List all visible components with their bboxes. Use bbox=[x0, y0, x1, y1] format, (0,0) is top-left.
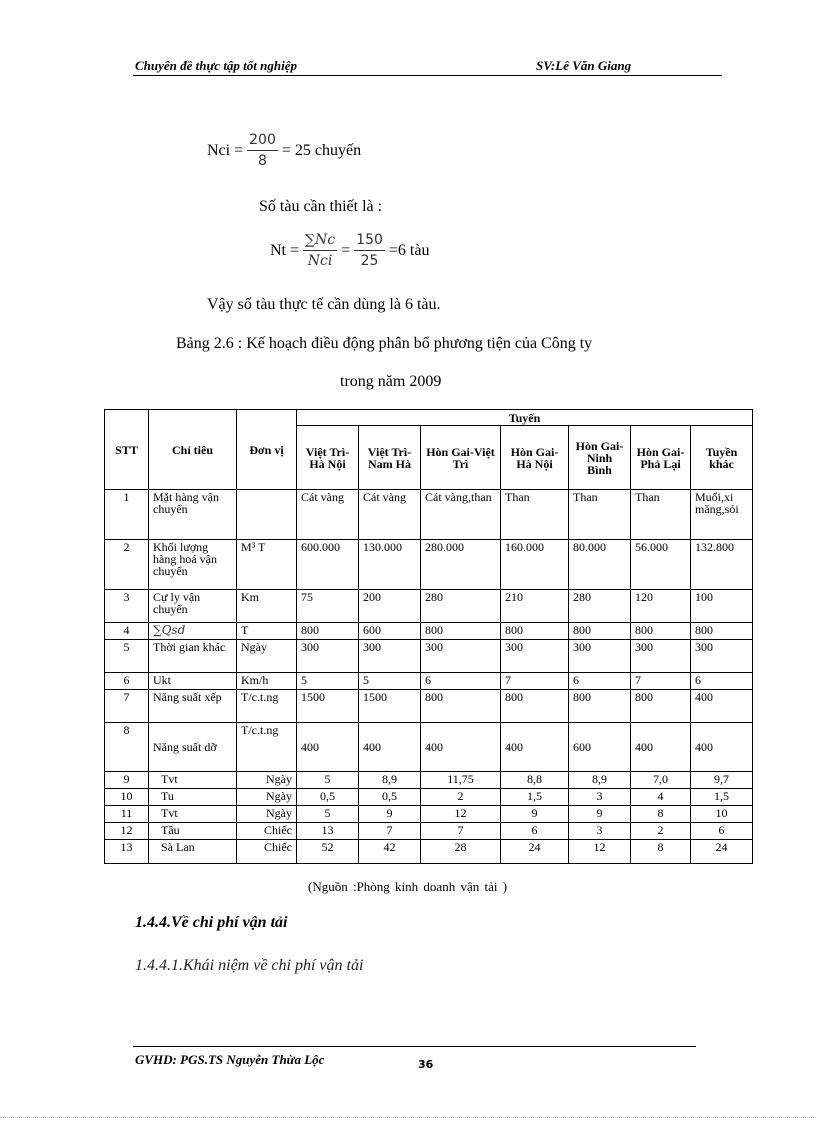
route-header: Hòn Gai-Phả Lại bbox=[631, 426, 691, 490]
cell-don-vi bbox=[237, 490, 297, 540]
cell-don-vi: Km bbox=[237, 590, 297, 623]
table-row bbox=[105, 490, 753, 540]
cell-value: 400 bbox=[421, 723, 501, 772]
cell-value: 8,9 bbox=[359, 772, 421, 789]
cell-value: 200 bbox=[359, 590, 421, 623]
cell-stt: 4 bbox=[105, 623, 149, 640]
cell-value: 10 bbox=[691, 806, 753, 823]
cell-value: 400 bbox=[297, 723, 359, 772]
cell-value: 300 bbox=[569, 640, 631, 673]
table-row bbox=[105, 590, 753, 623]
so-tau-label: Số tàu cần thiết là : bbox=[259, 198, 383, 215]
cell-chi-tieu: Năng suất dỡ bbox=[149, 723, 237, 772]
cell-value: 0,5 bbox=[297, 789, 359, 806]
cell-value: 2 bbox=[421, 789, 501, 806]
cell-value: 3 bbox=[569, 789, 631, 806]
route-header: Tuyền khác bbox=[691, 426, 753, 490]
cell-value: 130.000 bbox=[359, 540, 421, 590]
cell-value: 280 bbox=[569, 590, 631, 623]
subsection-title: 1.4.4.1.Khái niệm về chi phí vận tải bbox=[135, 957, 364, 974]
cell-value: 400 bbox=[359, 723, 421, 772]
cell-value: 24 bbox=[501, 840, 569, 864]
table-row bbox=[105, 640, 753, 673]
cell-don-vi: T bbox=[237, 623, 297, 640]
table-row bbox=[105, 623, 753, 640]
page-bottom-dotted-line bbox=[0, 1117, 816, 1118]
cell-value: 600 bbox=[569, 723, 631, 772]
cell-value: 300 bbox=[691, 640, 753, 673]
cell-chi-tieu: Sà Lan bbox=[149, 840, 237, 864]
cell-value: 0,5 bbox=[359, 789, 421, 806]
cell-value: 1,5 bbox=[501, 789, 569, 806]
cell-value: 3 bbox=[569, 823, 631, 840]
eq2-fraction-1 bbox=[303, 232, 337, 269]
conclusion-text: Vậy số tàu thực tế cần dùng là 6 tàu. bbox=[207, 296, 441, 313]
footer-rule bbox=[133, 1046, 696, 1047]
cell-value: Than bbox=[569, 490, 631, 540]
eq1-denominator: 8 bbox=[258, 153, 267, 169]
eq2-equals: = bbox=[341, 241, 351, 259]
cell-stt: 6 bbox=[105, 673, 149, 690]
cell-value: 7 bbox=[501, 673, 569, 690]
cell-value: 1500 bbox=[359, 690, 421, 723]
cell-don-vi: Ngày bbox=[237, 640, 297, 673]
cell-value: 800 bbox=[421, 623, 501, 640]
cell-value: 4 bbox=[631, 789, 691, 806]
cell-don-vi: T/c.t.ng bbox=[237, 690, 297, 723]
cell-stt: 1 bbox=[105, 490, 149, 540]
cell-value: 42 bbox=[359, 840, 421, 864]
cell-value: 600 bbox=[359, 623, 421, 640]
cell-stt: 7 bbox=[105, 690, 149, 723]
header-don-vi: Đơn vị bbox=[237, 410, 297, 490]
table-title-year: trong năm 2009 bbox=[340, 373, 442, 390]
cell-value: 6 bbox=[421, 673, 501, 690]
cell-value: 800 bbox=[501, 690, 569, 723]
cell-value: 300 bbox=[359, 640, 421, 673]
cell-value: 8,8 bbox=[501, 772, 569, 789]
cell-chi-tieu: Cự ly vận chuyển bbox=[149, 590, 237, 623]
cell-value: 210 bbox=[501, 590, 569, 623]
cell-value: Than bbox=[501, 490, 569, 540]
route-header: Hòn Gai-Việt Trì bbox=[421, 426, 501, 490]
cell-value: 132.800 bbox=[691, 540, 753, 590]
section-title: 1.4.4.Về chi phí vận tải bbox=[135, 914, 288, 931]
table-row bbox=[105, 823, 753, 840]
cell-value: Muối,xi măng,sỏi bbox=[691, 490, 753, 540]
cell-don-vi: Ngày bbox=[237, 789, 297, 806]
cell-value: 28 bbox=[421, 840, 501, 864]
table-row bbox=[105, 690, 753, 723]
cell-value: 300 bbox=[421, 640, 501, 673]
cell-value: 8 bbox=[631, 840, 691, 864]
cell-don-vi: Km/h bbox=[237, 673, 297, 690]
cell-value: 6 bbox=[691, 823, 753, 840]
cell-value: 280.000 bbox=[421, 540, 501, 590]
eq2-rhs: =6 tàu bbox=[388, 241, 430, 259]
header-tuyen: Tuyến bbox=[297, 410, 753, 426]
cell-value: 600.000 bbox=[297, 540, 359, 590]
cell-value: 6 bbox=[569, 673, 631, 690]
cell-don-vi: Ngày bbox=[237, 772, 297, 789]
eq2-denominator-2: 25 bbox=[360, 253, 379, 269]
equation-nt bbox=[270, 232, 429, 269]
table-row bbox=[105, 723, 753, 772]
table-row bbox=[105, 789, 753, 806]
cell-value: 1,5 bbox=[691, 789, 753, 806]
cell-value: 160.000 bbox=[501, 540, 569, 590]
cell-value: 12 bbox=[421, 806, 501, 823]
table-body bbox=[105, 490, 753, 864]
cell-value: 7,0 bbox=[631, 772, 691, 789]
cell-chi-tieu: Tầu bbox=[149, 823, 237, 840]
cell-value: 400 bbox=[631, 723, 691, 772]
cell-stt: 11 bbox=[105, 806, 149, 823]
cell-value: 6 bbox=[501, 823, 569, 840]
cell-value: 280 bbox=[421, 590, 501, 623]
cell-value: 5 bbox=[297, 673, 359, 690]
fleet-plan-table bbox=[104, 409, 753, 864]
cell-value: 13 bbox=[297, 823, 359, 840]
cell-value: 9 bbox=[359, 806, 421, 823]
header-rule bbox=[133, 75, 722, 76]
eq2-numerator-1: ∑Nc bbox=[303, 232, 337, 251]
eq1-rhs: = 25 chuyến bbox=[281, 141, 362, 159]
eq1-numerator: 200 bbox=[247, 132, 278, 151]
cell-value: 7 bbox=[421, 823, 501, 840]
cell-value: 120 bbox=[631, 590, 691, 623]
cell-value: 5 bbox=[297, 806, 359, 823]
source-note: (Nguồn :Phòng kinh doanh vận tải ) bbox=[308, 879, 508, 894]
cell-value: 6 bbox=[691, 673, 753, 690]
header-stt: STT bbox=[105, 410, 149, 490]
route-header: Hòn Gai-Hà Nội bbox=[501, 426, 569, 490]
cell-don-vi: Chiếc bbox=[237, 823, 297, 840]
cell-value: Than bbox=[631, 490, 691, 540]
cell-stt: 10 bbox=[105, 789, 149, 806]
cell-value: Cát vàng bbox=[297, 490, 359, 540]
cell-stt: 12 bbox=[105, 823, 149, 840]
table-header-row-1 bbox=[105, 410, 753, 426]
cell-chi-tieu: Tu bbox=[149, 789, 237, 806]
route-header: Việt Trì-Nam Hà bbox=[359, 426, 421, 490]
cell-value: 800 bbox=[501, 623, 569, 640]
cell-stt: 3 bbox=[105, 590, 149, 623]
cell-stt: 9 bbox=[105, 772, 149, 789]
cell-stt: 5 bbox=[105, 640, 149, 673]
cell-value: 300 bbox=[631, 640, 691, 673]
cell-chi-tieu: Ukt bbox=[149, 673, 237, 690]
cell-chi-tieu: Tvt bbox=[149, 806, 237, 823]
cell-value: 800 bbox=[297, 623, 359, 640]
cell-value: 9,7 bbox=[691, 772, 753, 789]
cell-chi-tieu: Khối lượng hàng hoá vận chuyển bbox=[149, 540, 237, 590]
cell-value: 11,75 bbox=[421, 772, 501, 789]
cell-value: 52 bbox=[297, 840, 359, 864]
cell-chi-tieu: Thời gian khác bbox=[149, 640, 237, 673]
cell-value: 400 bbox=[691, 723, 753, 772]
cell-value: 75 bbox=[297, 590, 359, 623]
table-row bbox=[105, 806, 753, 823]
cell-chi-tieu: Tvt bbox=[149, 772, 237, 789]
eq1-fraction bbox=[247, 132, 278, 169]
cell-value: Cát vàng,than bbox=[421, 490, 501, 540]
table-row bbox=[105, 772, 753, 789]
cell-chi-tieu: ∑Qsd bbox=[149, 623, 237, 640]
cell-value: 800 bbox=[421, 690, 501, 723]
cell-stt: 8 bbox=[105, 723, 149, 772]
cell-value: 8 bbox=[631, 806, 691, 823]
eq1-lhs: Nci = bbox=[207, 141, 244, 159]
cell-value: 800 bbox=[569, 690, 631, 723]
cell-value: 800 bbox=[631, 623, 691, 640]
cell-don-vi: Chiếc bbox=[237, 840, 297, 864]
cell-value: 8,9 bbox=[569, 772, 631, 789]
cell-value: 800 bbox=[569, 623, 631, 640]
eq2-fraction-2 bbox=[354, 232, 385, 269]
cell-value: 800 bbox=[691, 623, 753, 640]
cell-value: 7 bbox=[359, 823, 421, 840]
cell-don-vi: Ngày bbox=[237, 806, 297, 823]
header-left: Chuyên đề thực tập tốt nghiệp bbox=[135, 58, 297, 73]
eq2-lhs: Nt = bbox=[270, 241, 300, 259]
cell-value: 9 bbox=[501, 806, 569, 823]
cell-value: 24 bbox=[691, 840, 753, 864]
cell-value: 100 bbox=[691, 590, 753, 623]
cell-chi-tieu: Mặt hàng vận chuyển bbox=[149, 490, 237, 540]
route-header: Việt Trì-Hà Nội bbox=[297, 426, 359, 490]
cell-value: 12 bbox=[569, 840, 631, 864]
cell-value: 5 bbox=[359, 673, 421, 690]
header-chi-tieu: Chỉ tiêu bbox=[149, 410, 237, 490]
cell-value: 56.000 bbox=[631, 540, 691, 590]
route-header: Hòn Gai-Ninh Bình bbox=[569, 426, 631, 490]
page-number: 36 bbox=[418, 1058, 434, 1071]
cell-value: 80.000 bbox=[569, 540, 631, 590]
cell-value: 9 bbox=[569, 806, 631, 823]
cell-value: 800 bbox=[631, 690, 691, 723]
cell-chi-tieu: Năng suất xếp bbox=[149, 690, 237, 723]
cell-value: 1500 bbox=[297, 690, 359, 723]
table-row bbox=[105, 840, 753, 864]
cell-value: Cát vàng bbox=[359, 490, 421, 540]
cell-don-vi: M³ T bbox=[237, 540, 297, 590]
footer-advisor: GVHD: PGS.TS Nguyễn Thừa Lộc bbox=[135, 1052, 325, 1067]
table-row bbox=[105, 540, 753, 590]
equation-nci bbox=[207, 132, 361, 169]
cell-stt: 2 bbox=[105, 540, 149, 590]
eq2-denominator-1: Nci bbox=[307, 253, 333, 269]
cell-value: 7 bbox=[631, 673, 691, 690]
header-right: SV:Lê Văn Giang bbox=[536, 58, 632, 73]
table-row bbox=[105, 673, 753, 690]
cell-value: 5 bbox=[297, 772, 359, 789]
cell-value: 400 bbox=[501, 723, 569, 772]
cell-value: 400 bbox=[691, 690, 753, 723]
cell-value: 2 bbox=[631, 823, 691, 840]
cell-don-vi: T/c.t.ng bbox=[237, 723, 297, 772]
cell-value: 300 bbox=[297, 640, 359, 673]
cell-stt: 13 bbox=[105, 840, 149, 864]
eq2-numerator-2: 150 bbox=[354, 232, 385, 251]
cell-value: 300 bbox=[501, 640, 569, 673]
table-title: Bảng 2.6 : Kế hoạch điều động phân bổ phương tiện của Công ty bbox=[176, 335, 593, 352]
